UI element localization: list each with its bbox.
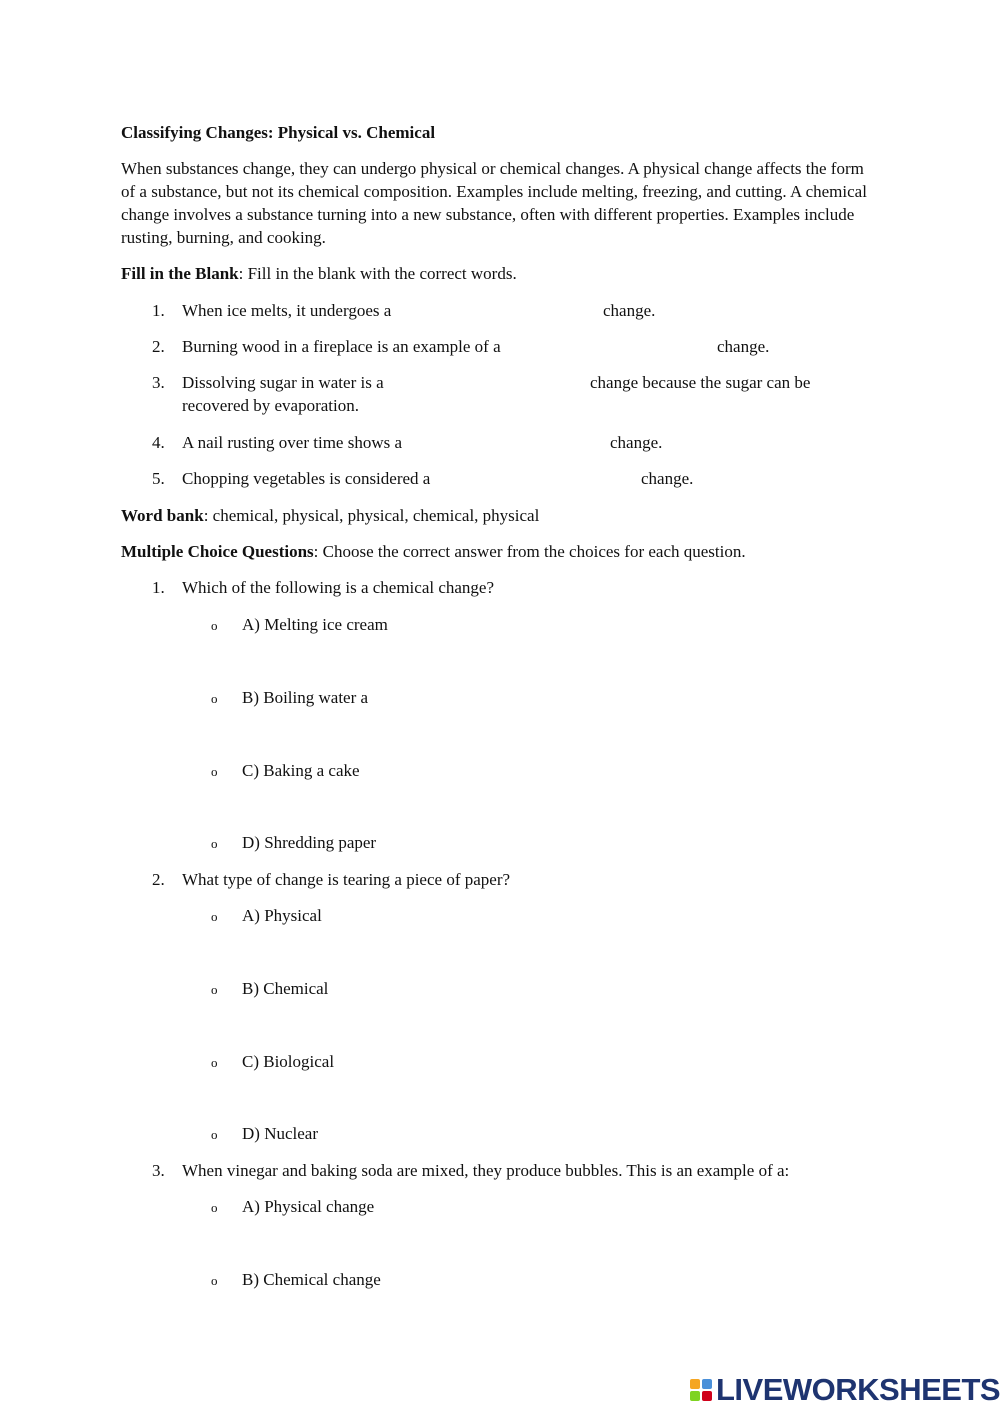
intro-paragraph: When substances change, they can undergo physical or chemical changes. A physical change affects the form of a substance, but not its chemical composition. Examples include melting, freezing, and cutting. A chemical change involves a substance turning into a new substance, often with different properties. Examples include rusting, burning, and cooking. — [121, 159, 867, 247]
bullet-icon: o — [211, 982, 218, 997]
worksheet-page: Classifying Changes: Physical vs. Chemical When substances change, they can undergo physical or chemical changes. A physical change affects the form of a substance, but not its chemical composition. Examples include melting, freezing, and cutting. A chemical change involves a substance turning into a new substance, often with different properties. Examples include rusting, burning, and cooking. Fill in the Blank: Fill in the blank with the correct words. 1. When ice melts, it undergoes a change. 2. Burning wood in a fireplace is an example of a change. 3. Dissolving sugar in water is a change because the sugar can be recovered by evaporation. 4. A nail rusting over time shows a change. 5. Chopping vegetables is considered a change. Word bank: chemical, physical, physical, chemical, physical Multiple Choice Questions: Choose the correct answer from the choices for each question. 1. Which of the following is a chemical change? o A) Melting ice cream o B) Boiling water a o C) Baking a cake o D) Shredding paper 2. What type of change is tearing a piece of paper? o A) Physical o B) Chemical o C) Biological o D) Nuclear 3. When vinegar and baking soda are mixed, they produce bubbles. This is an example of a: o A) Physical change o B) Chemical change LIVEWORKSHEETS — [121, 123, 1000, 1407]
answer-option[interactable]: C) Biological — [242, 1052, 335, 1071]
bullet-icon: o — [211, 1127, 218, 1142]
bullet-icon: o — [211, 909, 218, 924]
answer-option[interactable]: A) Melting ice cream — [242, 615, 388, 634]
bullet-icon: o — [211, 691, 218, 706]
word-bank: Word bank: chemical, physical, physical, chemical, physical — [121, 506, 540, 525]
answer-option[interactable]: A) Physical — [242, 906, 322, 925]
bullet-icon: o — [211, 836, 218, 851]
bullet-icon: o — [211, 1273, 218, 1288]
logo-tile — [702, 1391, 712, 1401]
bullet-icon: o — [211, 618, 218, 633]
logo-tile — [690, 1391, 700, 1401]
logo-grid-icon — [690, 1379, 712, 1401]
liveworksheets-logo — [690, 1372, 1000, 1408]
answer-option[interactable]: D) Nuclear — [242, 1124, 318, 1143]
answer-option[interactable]: B) Chemical — [242, 979, 329, 998]
mcq-heading: Multiple Choice Questions: Choose the correct answer from the choices for each question. — [121, 542, 746, 561]
page-title: Classifying Changes: Physical vs. Chemical — [121, 123, 436, 142]
bullet-icon: o — [211, 1200, 218, 1215]
fill-in-heading: Fill in the Blank: Fill in the blank with the correct words. — [121, 264, 517, 283]
answer-option[interactable]: B) Boiling water a — [242, 688, 369, 707]
bullet-icon: o — [211, 1055, 218, 1070]
answer-option[interactable]: D) Shredding paper — [242, 833, 377, 852]
answer-option[interactable]: B) Chemical change — [242, 1270, 381, 1289]
logo-text: LIVEWORKSHEETS — [716, 1372, 1000, 1407]
answer-option[interactable]: C) Baking a cake — [242, 761, 360, 780]
bullet-icon: o — [211, 764, 218, 779]
logo-tile — [690, 1379, 700, 1389]
answer-option[interactable]: A) Physical change — [242, 1197, 375, 1216]
logo-tile — [702, 1379, 712, 1389]
